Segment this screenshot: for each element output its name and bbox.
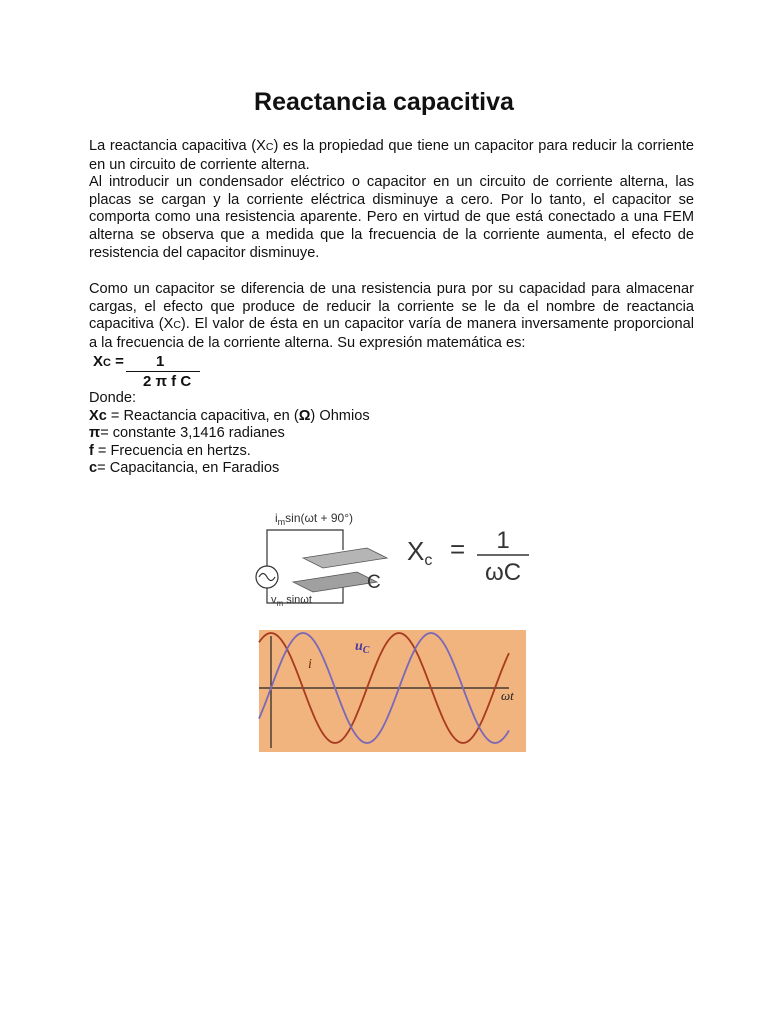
voltage-label-main: v	[271, 594, 277, 606]
formula-denominator: 2 π f C	[143, 373, 192, 390]
formula-lhs	[93, 353, 124, 370]
definition-unit: Ω	[298, 407, 311, 424]
wave-axis-label: ωt	[501, 688, 514, 703]
current-label	[275, 511, 353, 527]
fraction-bar	[126, 371, 200, 372]
definitions-heading: Donde:	[89, 390, 137, 406]
definition-symbol: Xc	[89, 407, 107, 424]
figure-formula-den: ωC	[484, 559, 522, 586]
definition-symbol: c	[89, 460, 98, 477]
current-label-rest: sin(ωt + 90°)	[285, 511, 354, 525]
intro-paragraphs	[89, 138, 694, 262]
definition-text: = Capacitancia, en Faradios	[97, 460, 280, 477]
capacitor-figure-svg	[245, 500, 530, 756]
paragraph-3-text-a: Como un capacitor se diferencia de una resistencia pura por su capacidad para almacenar cargas, el efecto que produce de reducir la corriente se le da el nombre de reactancia capacitiva (X	[89, 281, 694, 333]
figure-formula-num: 1	[496, 527, 510, 554]
wave-u-main: u	[355, 639, 363, 654]
capacitor-label: C	[367, 572, 381, 593]
capacitor-figure	[245, 500, 530, 756]
figure-formula-x: X	[407, 536, 425, 566]
paragraph-3-sub: C	[173, 319, 181, 332]
document-title: Reactancia capacitiva	[254, 88, 514, 116]
voltage-label-sub: m	[276, 599, 284, 608]
definition-symbol: π	[89, 425, 101, 442]
formula-lhs-symbol: X	[93, 353, 104, 370]
formula-equals: =	[110, 353, 124, 370]
wave-i-label: i	[308, 657, 312, 672]
definition-f	[89, 443, 370, 461]
definitions-list	[89, 390, 370, 478]
definition-xc	[89, 408, 370, 426]
definition-c	[89, 460, 370, 478]
figure-formula-eq: =	[450, 534, 466, 564]
paragraph-1-text-a: La reactancia capacitiva (X	[89, 138, 266, 154]
formula-numerator: 1	[156, 353, 165, 370]
paragraph-2: Al introducir un condensador eléctrico o capacitor en un circuito de corriente alterna, las placas se cargan y la corriente eléctrica disminuye a cero. Por lo tanto, el capacitor se comporta como una resistencia aparente. Pero en virtud de que está conectado a una FEM alterna se observa que a medida que la frecuencia de la corriente aumenta, el efecto de resistencia del capacitor disminuye.	[89, 174, 694, 261]
paragraph-1-text-b: ) es la propiedad que tiene un capacitor para reducir la corriente en un circuito de corriente alterna.	[89, 138, 695, 173]
current-label-main: i	[275, 511, 278, 525]
current-label-sub: m	[277, 517, 286, 527]
voltage-label-rest: sinωt	[283, 594, 312, 606]
formula-lhs-sub: C	[103, 357, 111, 369]
paragraph-3-block	[89, 281, 694, 352]
definition-symbol: f	[89, 442, 94, 459]
reactance-formula	[93, 353, 213, 393]
definition-text: = Frecuencia en hertzs.	[93, 442, 251, 459]
figure-formula-sub: c	[424, 552, 433, 569]
definition-text: = Reactancia capacitiva, en (	[106, 407, 299, 424]
definition-text: = constante 3,1416 radianes	[100, 425, 285, 442]
wave-u-sub: C	[362, 645, 370, 656]
definition-text-after: ) Ohmios	[310, 407, 370, 424]
definition-pi	[89, 425, 370, 443]
paragraph-1	[89, 138, 694, 174]
wave-plot-background	[259, 630, 526, 752]
paragraph-3-text-b: ). El valor de ésta en un capacitor varía de manera inversamente proporcional a la frecuencia de la corriente alterna. Su expresión matemática es:	[89, 316, 694, 351]
paragraph-3	[89, 281, 694, 352]
paragraph-1-sub: C	[265, 141, 274, 153]
